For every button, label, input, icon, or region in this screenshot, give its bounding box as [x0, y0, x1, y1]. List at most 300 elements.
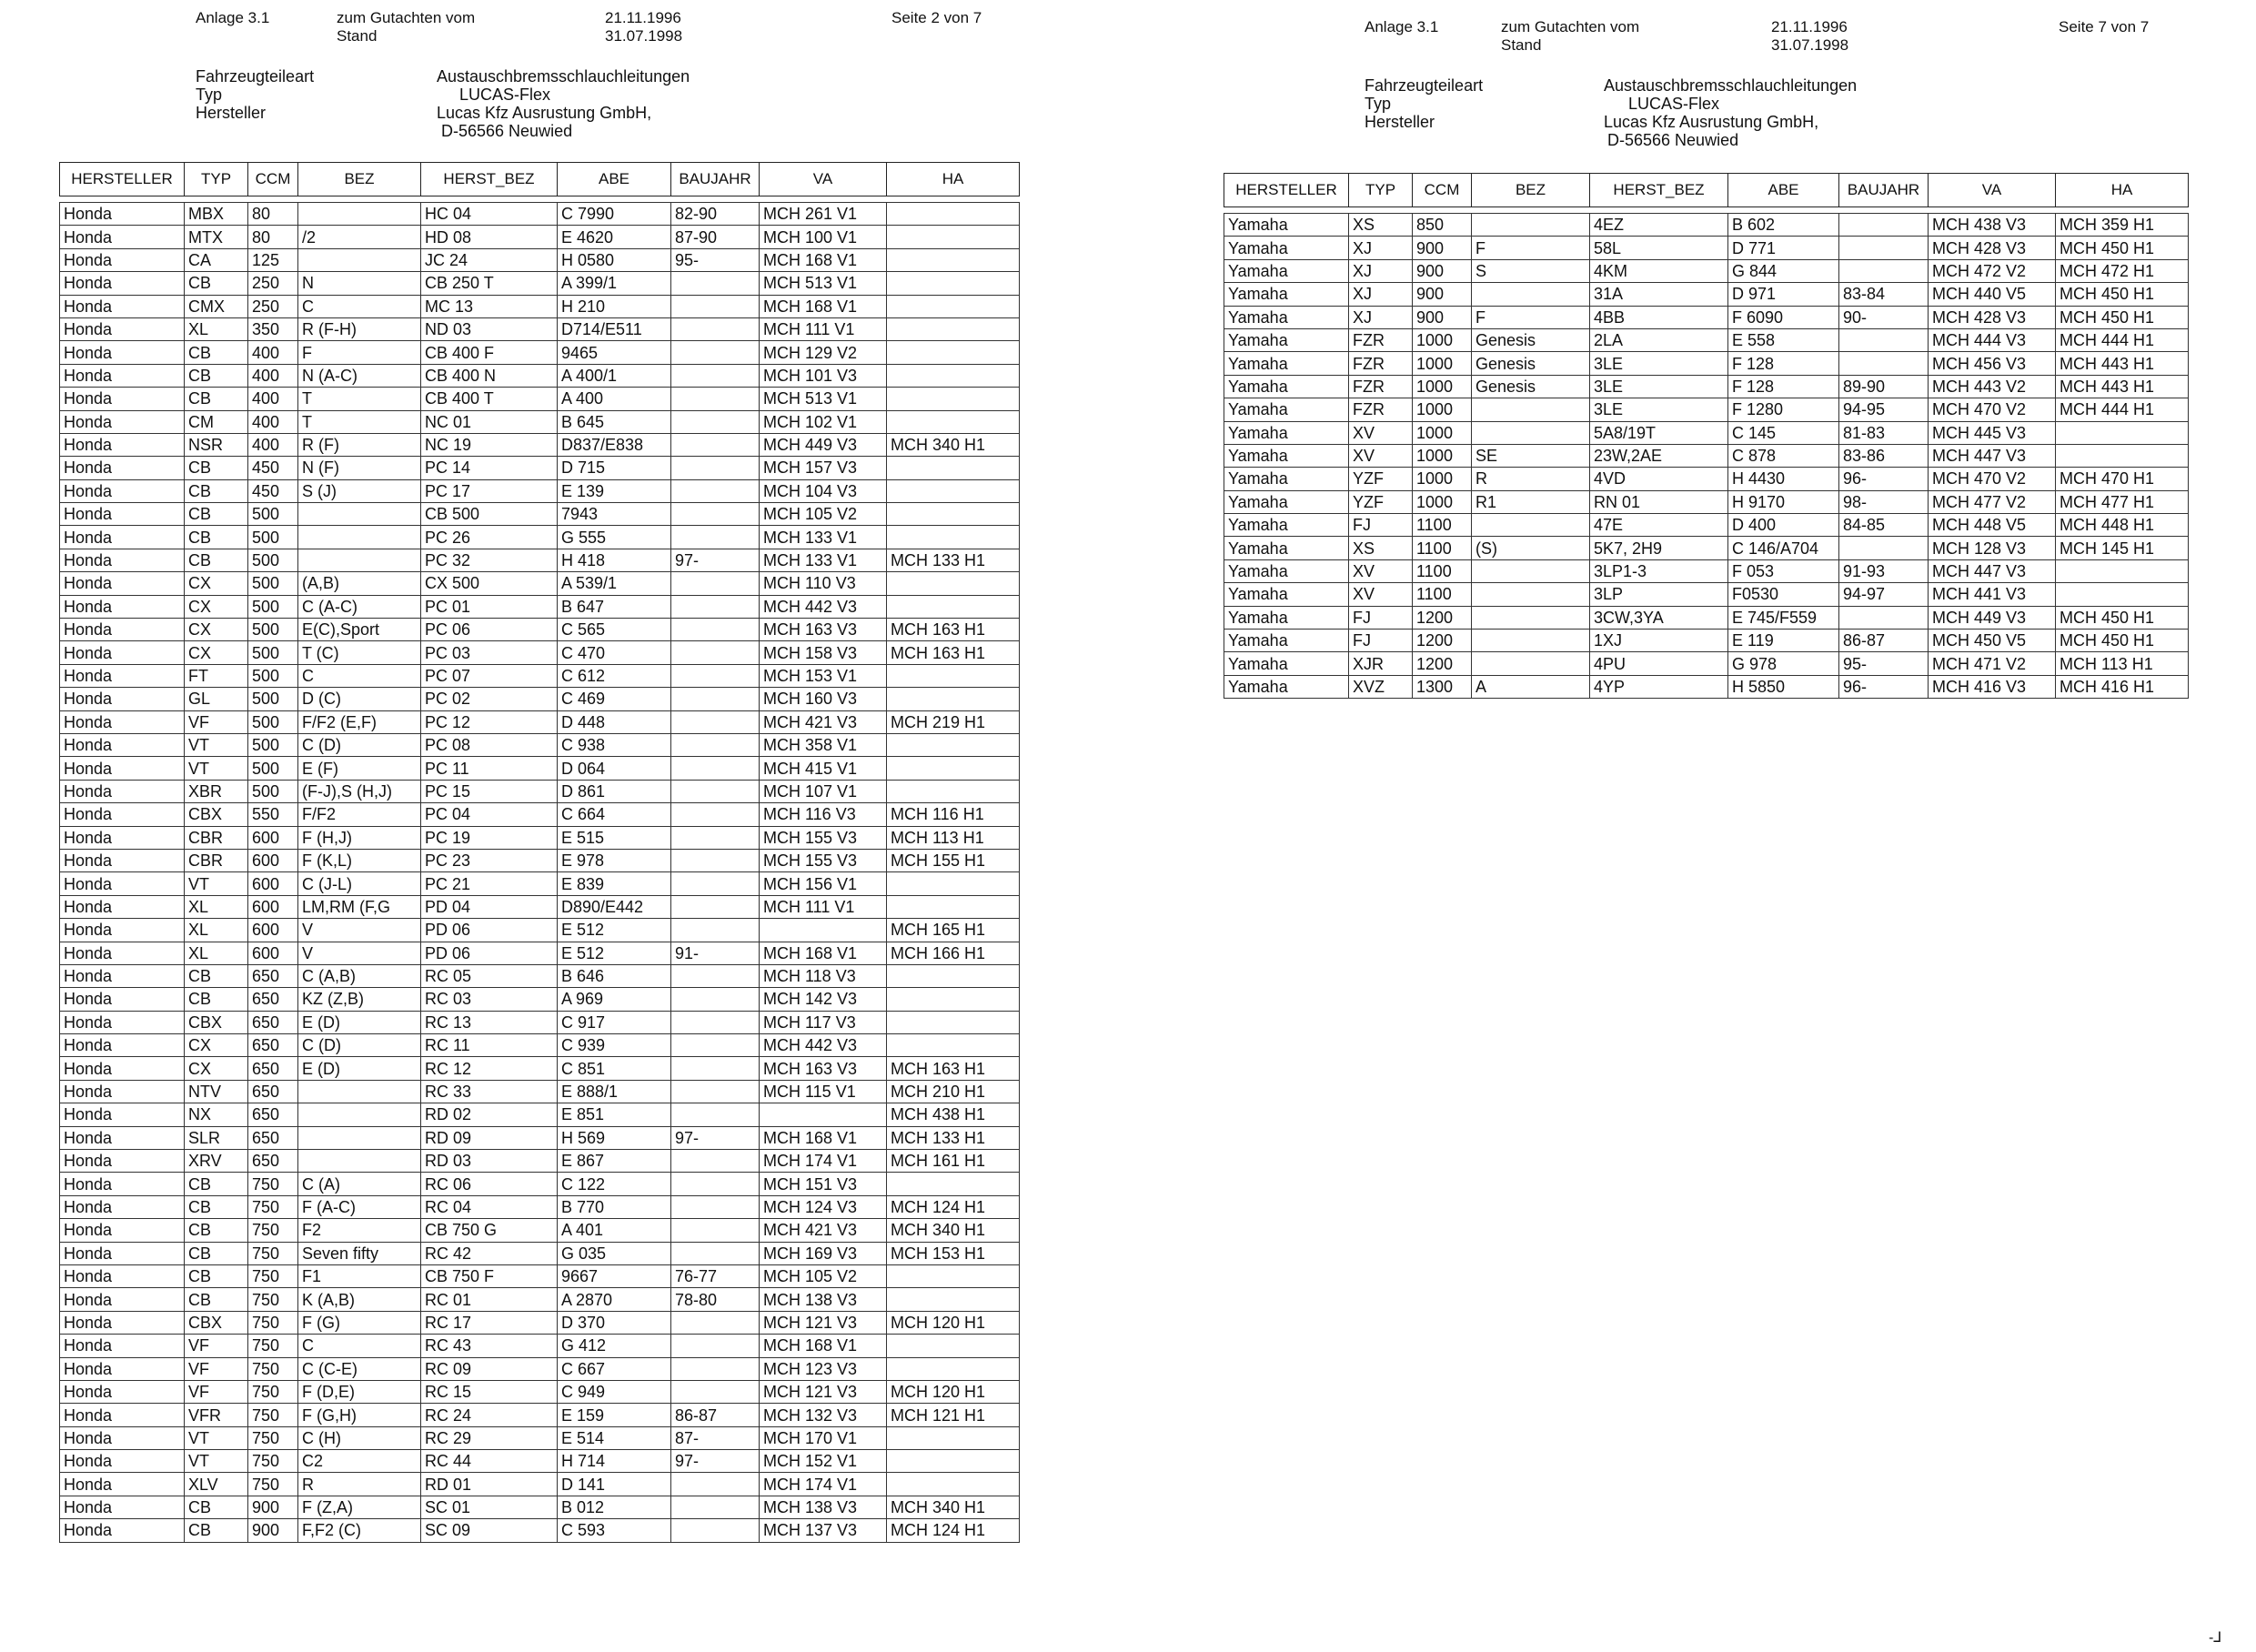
- table-cell: 600: [248, 872, 298, 895]
- table-cell: [298, 503, 421, 526]
- table-cell: Honda: [60, 1473, 185, 1496]
- table-cell: Honda: [60, 1335, 185, 1357]
- table-row: [60, 1335, 1020, 1357]
- table-cell: C 593: [558, 1519, 671, 1542]
- table-cell: [671, 988, 760, 1011]
- table-cell: [671, 710, 760, 733]
- table-cell: Honda: [60, 1426, 185, 1449]
- table-row: [1224, 514, 2189, 537]
- table-cell: 1100: [1413, 583, 1472, 606]
- table-cell: MCH 415 V1: [760, 757, 887, 780]
- table-cell: C (J-L): [298, 872, 421, 895]
- table-cell: CB: [185, 1288, 248, 1311]
- table-cell: 91-: [671, 942, 760, 964]
- table-cell: MCH 168 V1: [760, 295, 887, 317]
- table-row: [60, 849, 1020, 871]
- table-cell: XV: [1349, 583, 1413, 606]
- table-cell: 650: [248, 1150, 298, 1173]
- table-cell: MCH 115 V1: [760, 1080, 887, 1103]
- table-cell: XL: [185, 317, 248, 340]
- table-cell: RC 06: [421, 1173, 558, 1195]
- spacer-cell: [185, 196, 248, 203]
- table-cell: [671, 733, 760, 756]
- table-cell: MCH 133 H1: [887, 549, 1020, 571]
- table-cell: 600: [248, 849, 298, 871]
- table-cell: NC 01: [421, 410, 558, 433]
- table-cell: MCH 158 V3: [760, 641, 887, 664]
- table-cell: [887, 410, 1020, 433]
- table-cell: C: [298, 1335, 421, 1357]
- table-cell: 650: [248, 1103, 298, 1126]
- table-cell: Yamaha: [1224, 490, 1349, 513]
- table-cell: CB: [185, 479, 248, 502]
- table-cell: Honda: [60, 1057, 185, 1080]
- table-row: [60, 1242, 1020, 1264]
- table-cell: 400: [248, 410, 298, 433]
- table-cell: [1472, 652, 1590, 675]
- table-cell: E 512: [558, 919, 671, 942]
- table-cell: [887, 503, 1020, 526]
- table-cell: FT: [185, 664, 248, 687]
- table-cell: [671, 1173, 760, 1195]
- table-cell: 900: [1413, 259, 1472, 282]
- table-cell: MCH 116 H1: [887, 803, 1020, 826]
- table-cell: Honda: [60, 1011, 185, 1033]
- table-cell: [887, 457, 1020, 479]
- table-cell: [671, 688, 760, 710]
- table-row: [60, 1150, 1020, 1173]
- table-cell: E 978: [558, 849, 671, 871]
- table-cell: N (A-C): [298, 364, 421, 387]
- table-cell: Yamaha: [1224, 214, 1349, 237]
- table-cell: CMX: [185, 295, 248, 317]
- column-header: BAUJAHR: [671, 163, 760, 196]
- table-cell: [887, 1357, 1020, 1380]
- table-cell: C 664: [558, 803, 671, 826]
- table-cell: Honda: [60, 780, 185, 802]
- table-cell: [887, 988, 1020, 1011]
- table-cell: [887, 1264, 1020, 1287]
- table-row: [60, 1034, 1020, 1057]
- table-cell: MCH 163 H1: [887, 1057, 1020, 1080]
- table-cell: [887, 1011, 1020, 1033]
- table-cell: 84-85: [1839, 514, 1929, 537]
- table-row: [1224, 328, 2189, 351]
- table-cell: Yamaha: [1224, 468, 1349, 490]
- table-cell: [887, 1034, 1020, 1057]
- table-cell: 900: [248, 1519, 298, 1542]
- table-cell: F/F2: [298, 803, 421, 826]
- table-row: [1224, 675, 2189, 698]
- table-cell: CB 500: [421, 503, 558, 526]
- table-row: [60, 1357, 1020, 1380]
- table-cell: C 470: [558, 641, 671, 664]
- table-cell: H 569: [558, 1126, 671, 1149]
- table-cell: F 1280: [1728, 398, 1839, 421]
- table-cell: [887, 688, 1020, 710]
- table-cell: 1000: [1413, 328, 1472, 351]
- table-row: [60, 826, 1020, 849]
- table-cell: MCH 477 H1: [2056, 490, 2189, 513]
- table-cell: MCH 449 V3: [1929, 606, 2056, 629]
- table-cell: 450: [248, 479, 298, 502]
- table-cell: XRV: [185, 1150, 248, 1173]
- table-cell: 1100: [1413, 537, 1472, 559]
- table-cell: MCH 155 H1: [887, 849, 1020, 871]
- table-cell: [671, 317, 760, 340]
- table-cell: MCH 157 V3: [760, 457, 887, 479]
- table-cell: RD 03: [421, 1150, 558, 1173]
- table-cell: 850: [1413, 214, 1472, 237]
- table-cell: Honda: [60, 757, 185, 780]
- table-cell: D 971: [1728, 283, 1839, 306]
- table-row: [60, 457, 1020, 479]
- part-type-label: Fahrzeugteileart: [196, 67, 315, 86]
- table-cell: RC 24: [421, 1404, 558, 1426]
- table-cell: MCH 416 V3: [1929, 675, 2056, 698]
- table-row: [60, 942, 1020, 964]
- table-cell: SE: [1472, 444, 1590, 467]
- table-cell: Honda: [60, 1496, 185, 1518]
- table-cell: LM,RM (F,G: [298, 895, 421, 918]
- table-cell: CB 400 F: [421, 341, 558, 364]
- table-row: [60, 410, 1020, 433]
- column-header: CCM: [1413, 174, 1472, 207]
- table-cell: 83-84: [1839, 283, 1929, 306]
- table-cell: Honda: [60, 1080, 185, 1103]
- table-cell: MCH 121 H1: [887, 1404, 1020, 1426]
- table-cell: H 418: [558, 549, 671, 571]
- table-cell: MCH 124 H1: [887, 1195, 1020, 1218]
- table-cell: E 867: [558, 1150, 671, 1173]
- table-cell: MCH 444 V3: [1929, 328, 2056, 351]
- table-cell: MCH 120 H1: [887, 1380, 1020, 1403]
- parts-table: [1224, 173, 2189, 699]
- table-cell: 31A: [1590, 283, 1728, 306]
- table-row: [60, 341, 1020, 364]
- table-cell: [671, 1496, 760, 1518]
- table-cell: MCH 100 V1: [760, 226, 887, 248]
- table-cell: Honda: [60, 1311, 185, 1334]
- table-cell: F 128: [1728, 375, 1839, 398]
- table-cell: MCH 156 V1: [760, 872, 887, 895]
- table-cell: 86-87: [1839, 630, 1929, 652]
- table-cell: [671, 872, 760, 895]
- table-cell: [671, 664, 760, 687]
- column-header: BEZ: [298, 163, 421, 196]
- table-cell: 97-: [671, 549, 760, 571]
- spacer-cell: [248, 196, 298, 203]
- table-cell: Honda: [60, 410, 185, 433]
- table-cell: C: [298, 664, 421, 687]
- table-cell: MCH 152 V1: [760, 1450, 887, 1473]
- table-cell: RD 09: [421, 1126, 558, 1149]
- table-cell: MCH 118 V3: [760, 964, 887, 987]
- table-cell: 600: [248, 826, 298, 849]
- table-cell: 600: [248, 942, 298, 964]
- table-cell: [1839, 214, 1929, 237]
- table-cell: [887, 1288, 1020, 1311]
- table-cell: Yamaha: [1224, 559, 1349, 582]
- table-cell: [887, 872, 1020, 895]
- table-cell: [298, 203, 421, 226]
- table-cell: MCH 107 V1: [760, 780, 887, 802]
- table-cell: CB: [185, 1496, 248, 1518]
- table-row: [1224, 306, 2189, 328]
- table-cell: F2: [298, 1219, 421, 1242]
- table-cell: [671, 1011, 760, 1033]
- table-cell: RC 43: [421, 1335, 558, 1357]
- column-header: BAUJAHR: [1839, 174, 1929, 207]
- table-cell: MCH 340 H1: [887, 1496, 1020, 1518]
- table-row: [60, 1219, 1020, 1242]
- table-cell: (F-J),S (H,J): [298, 780, 421, 802]
- table-cell: Honda: [60, 364, 185, 387]
- table-cell: Honda: [60, 688, 185, 710]
- table-cell: RC 13: [421, 1011, 558, 1033]
- table-cell: C: [298, 295, 421, 317]
- table-cell: 87-: [671, 1426, 760, 1449]
- table-cell: 80: [248, 226, 298, 248]
- table-cell: XJR: [1349, 652, 1413, 675]
- table-cell: [671, 1473, 760, 1496]
- table-cell: 58L: [1590, 237, 1728, 259]
- table-cell: 750: [248, 1450, 298, 1473]
- table-cell: E 119: [1728, 630, 1839, 652]
- table-cell: F: [298, 341, 421, 364]
- table-header-row: [60, 163, 1020, 196]
- table-cell: F (H,J): [298, 826, 421, 849]
- table-cell: Honda: [60, 317, 185, 340]
- table-row: [60, 757, 1020, 780]
- table-cell: (A,B): [298, 572, 421, 595]
- table-cell: [298, 1126, 421, 1149]
- table-cell: MCH 448 H1: [2056, 514, 2189, 537]
- table-cell: CB: [185, 341, 248, 364]
- table-cell: VF: [185, 1335, 248, 1357]
- table-cell: 23W,2AE: [1590, 444, 1728, 467]
- table-cell: CX: [185, 619, 248, 641]
- table-cell: RC 44: [421, 1450, 558, 1473]
- table-cell: Honda: [60, 1126, 185, 1149]
- table-cell: [887, 364, 1020, 387]
- table-cell: 3LE: [1590, 375, 1728, 398]
- table-cell: CX: [185, 595, 248, 618]
- table-cell: 87-90: [671, 226, 760, 248]
- table-row: [60, 1311, 1020, 1334]
- table-cell: [2056, 583, 2189, 606]
- table-cell: C 939: [558, 1034, 671, 1057]
- table-cell: 3LP: [1590, 583, 1728, 606]
- table-cell: 4BB: [1590, 306, 1728, 328]
- table-cell: RC 03: [421, 988, 558, 1011]
- table-cell: PD 06: [421, 942, 558, 964]
- table-cell: D (C): [298, 688, 421, 710]
- table-cell: Honda: [60, 572, 185, 595]
- table-row: [60, 919, 1020, 942]
- table-cell: CB: [185, 503, 248, 526]
- table-cell: F 053: [1728, 559, 1839, 582]
- table-cell: 94-95: [1839, 398, 1929, 421]
- table-row: [60, 1173, 1020, 1195]
- table-cell: [671, 526, 760, 549]
- type-value: LUCAS-Flex: [1628, 95, 1720, 113]
- table-cell: Honda: [60, 1404, 185, 1426]
- table-cell: MCH 174 V1: [760, 1473, 887, 1496]
- table-cell: XV: [1349, 421, 1413, 444]
- table-cell: 9667: [558, 1264, 671, 1287]
- table-cell: Honda: [60, 895, 185, 918]
- table-cell: MCH 441 V3: [1929, 583, 2056, 606]
- column-header: BEZ: [1472, 174, 1590, 207]
- table-cell: 4VD: [1590, 468, 1728, 490]
- table-cell: C 667: [558, 1357, 671, 1380]
- table-cell: [2056, 421, 2189, 444]
- table-cell: 500: [248, 595, 298, 618]
- table-cell: VF: [185, 1380, 248, 1403]
- table-cell: [298, 248, 421, 271]
- table-cell: Honda: [60, 272, 185, 295]
- table-cell: 900: [1413, 237, 1472, 259]
- table-cell: Honda: [60, 1219, 185, 1242]
- column-header: VA: [1929, 174, 2056, 207]
- table-cell: A 400/1: [558, 364, 671, 387]
- table-cell: F0530: [1728, 583, 1839, 606]
- table-cell: MCH 421 V3: [760, 710, 887, 733]
- table-cell: XJ: [1349, 259, 1413, 282]
- anlage-label: Anlage 3.1: [1365, 18, 1439, 35]
- table-cell: 82-90: [671, 203, 760, 226]
- table-cell: 500: [248, 757, 298, 780]
- table-cell: F (G,H): [298, 1404, 421, 1426]
- table-cell: MCH 160 V3: [760, 688, 887, 710]
- table-cell: [887, 1426, 1020, 1449]
- table-cell: [887, 341, 1020, 364]
- table-row: [60, 1195, 1020, 1218]
- table-cell: [1472, 514, 1590, 537]
- spacer-cell: [298, 196, 421, 203]
- table-cell: MCH 443 V2: [1929, 375, 2056, 398]
- table-cell: R1: [1472, 490, 1590, 513]
- table-cell: 96-: [1839, 468, 1929, 490]
- table-cell: MCH 163 V3: [760, 619, 887, 641]
- table-row: [60, 203, 1020, 226]
- table-cell: CB: [185, 988, 248, 1011]
- table-cell: Yamaha: [1224, 630, 1349, 652]
- table-cell: [1839, 352, 1929, 375]
- table-cell: [671, 919, 760, 942]
- table-cell: R: [1472, 468, 1590, 490]
- spacer-cell: [558, 196, 671, 203]
- table-cell: C 145: [1728, 421, 1839, 444]
- table-row: [1224, 214, 2189, 237]
- table-cell: [1472, 398, 1590, 421]
- table-cell: MCH 447 V3: [1929, 559, 2056, 582]
- gutachten-label: zum Gutachten vom: [337, 9, 476, 26]
- table-cell: CB: [185, 364, 248, 387]
- table-cell: MCH 444 H1: [2056, 328, 2189, 351]
- table-row: [60, 1519, 1020, 1542]
- table-cell: B 602: [1728, 214, 1839, 237]
- table-cell: F,F2 (C): [298, 1519, 421, 1542]
- table-cell: Honda: [60, 1450, 185, 1473]
- table-cell: XS: [1349, 537, 1413, 559]
- table-cell: MCH 163 V3: [760, 1057, 887, 1080]
- table-cell: [671, 641, 760, 664]
- table-cell: 650: [248, 1080, 298, 1103]
- table-cell: CB: [185, 388, 248, 410]
- table-cell: MCH 168 V1: [760, 1335, 887, 1357]
- table-row: [60, 1103, 1020, 1126]
- spacer-cell: [2056, 207, 2189, 214]
- table-cell: CB: [185, 1242, 248, 1264]
- table-cell: MTX: [185, 226, 248, 248]
- header-spacer: [60, 196, 1020, 203]
- table-cell: [887, 1473, 1020, 1496]
- table-cell: SC 09: [421, 1519, 558, 1542]
- table-cell: MCH 471 V2: [1929, 652, 2056, 675]
- table-cell: E(C),Sport: [298, 619, 421, 641]
- spacer-cell: [60, 196, 185, 203]
- table-cell: 400: [248, 341, 298, 364]
- table-cell: [298, 1103, 421, 1126]
- table-cell: [887, 757, 1020, 780]
- table-cell: Yamaha: [1224, 398, 1349, 421]
- table-cell: MCH 450 H1: [2056, 283, 2189, 306]
- table-cell: 250: [248, 272, 298, 295]
- table-cell: Honda: [60, 826, 185, 849]
- table-cell: Honda: [60, 942, 185, 964]
- table-cell: [671, 619, 760, 641]
- table-cell: G 844: [1728, 259, 1839, 282]
- table-cell: Honda: [60, 1264, 185, 1287]
- table-cell: 1300: [1413, 675, 1472, 698]
- table-cell: Honda: [60, 1173, 185, 1195]
- table-cell: 650: [248, 1011, 298, 1033]
- table-cell: MCH 129 V2: [760, 341, 887, 364]
- table-row: [60, 1473, 1020, 1496]
- table-cell: 9465: [558, 341, 671, 364]
- table-cell: 750: [248, 1357, 298, 1380]
- spacer-cell: [1728, 207, 1839, 214]
- table-row: [60, 1057, 1020, 1080]
- table-cell: CBX: [185, 1011, 248, 1033]
- table-cell: 3LE: [1590, 352, 1728, 375]
- table-row: [60, 364, 1020, 387]
- table-cell: MCH 456 V3: [1929, 352, 2056, 375]
- table-cell: MCH 138 V3: [760, 1288, 887, 1311]
- table-cell: 750: [248, 1473, 298, 1496]
- table-cell: MCH 151 V3: [760, 1173, 887, 1195]
- table-cell: 400: [248, 388, 298, 410]
- table-cell: 900: [1413, 306, 1472, 328]
- table-cell: MCH 105 V2: [760, 1264, 887, 1287]
- table-row: [60, 295, 1020, 317]
- table-row: [1224, 606, 2189, 629]
- table-cell: 1200: [1413, 630, 1472, 652]
- table-cell: E 139: [558, 479, 671, 502]
- table-cell: E 745/F559: [1728, 606, 1839, 629]
- table-cell: MCH 448 V5: [1929, 514, 2056, 537]
- table-row: [60, 780, 1020, 802]
- table-row: [1224, 537, 2189, 559]
- table-cell: D 715: [558, 457, 671, 479]
- table-cell: Genesis: [1472, 328, 1590, 351]
- table-cell: [887, 272, 1020, 295]
- table-cell: 500: [248, 688, 298, 710]
- table-cell: Honda: [60, 872, 185, 895]
- table-cell: [671, 457, 760, 479]
